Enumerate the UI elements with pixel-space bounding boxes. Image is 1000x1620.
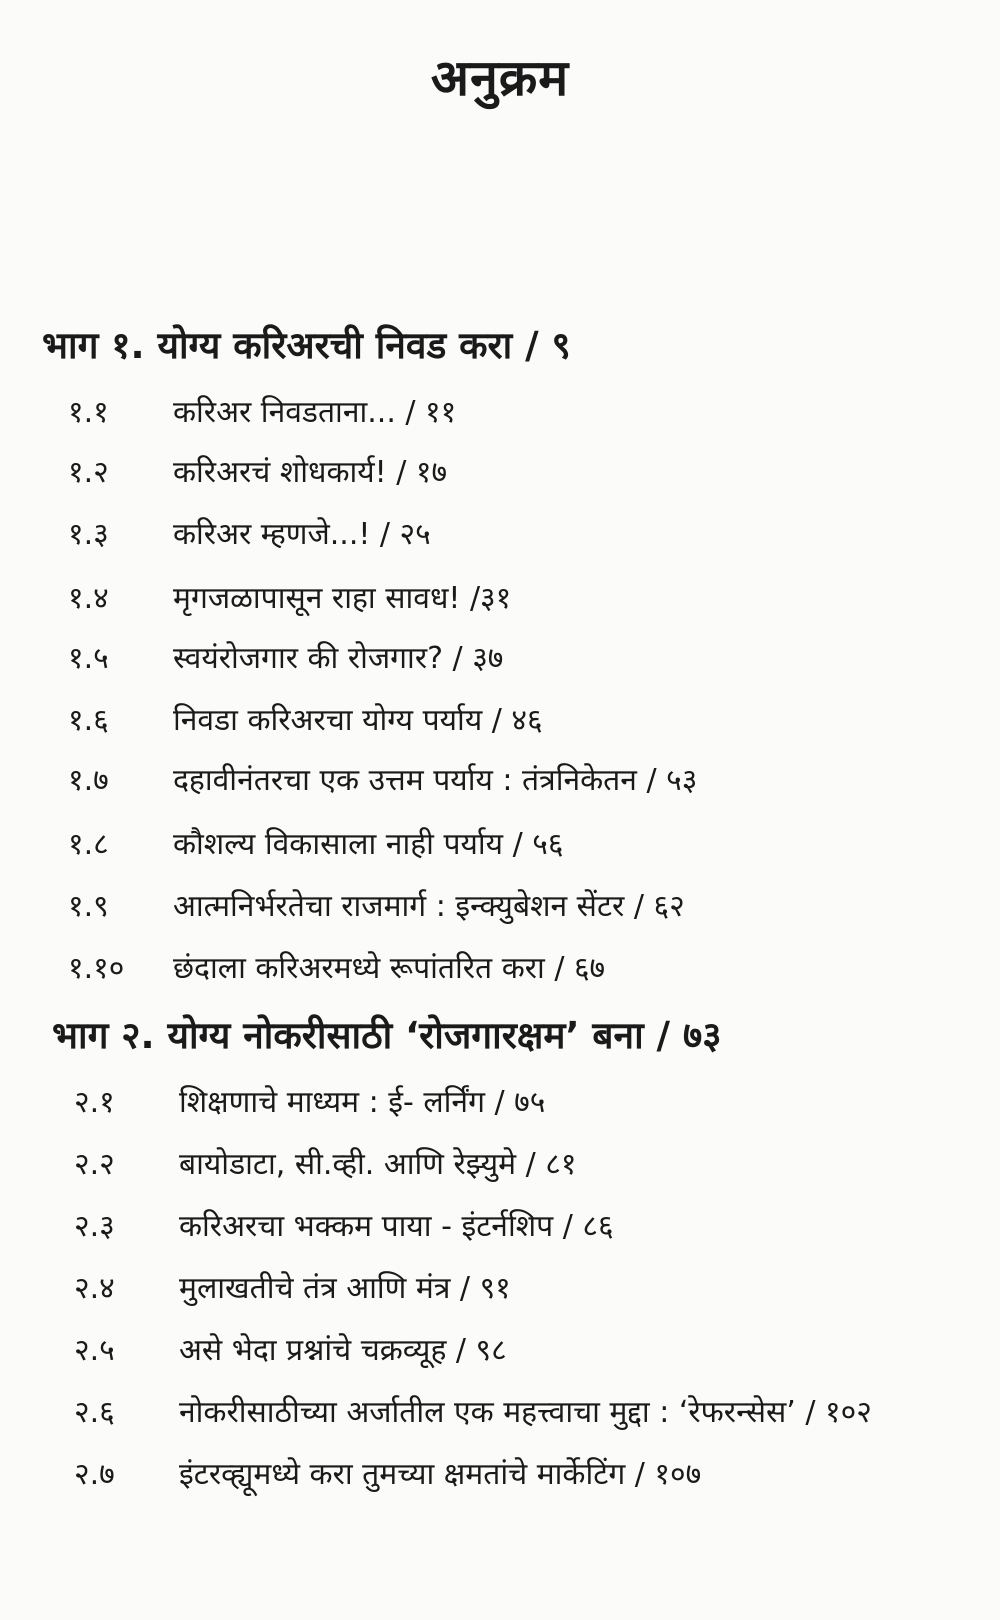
entry-number: १.२ [68,455,109,490]
entry-title: करिअर निवडताना... / ११ [173,395,457,430]
entry-title: इंटरव्ह्यूमध्ये करा तुमच्या क्षमतांचे मार्केटिंग / १०७ [179,1457,702,1492]
entry-title: करिअरचा भक्कम पाया - इंटर्नशिप / ८६ [179,1209,614,1244]
entry-title: करिअरचं शोधकार्य! / १७ [173,455,448,490]
toc-entry [74,1204,614,1245]
entry-title: असे भेदा प्रश्नांचे चक्रव्यूह / ९८ [179,1333,507,1368]
toc-entry [74,1328,507,1369]
page-title: अनुक्रम [430,49,570,107]
entry-title: नोकरीसाठीच्या अर्जातील एक महत्त्वाचा मुद्दा : ‘रेफरन्सेस’ / १०२ [179,1395,872,1430]
toc-entry [68,758,697,799]
entry-number: २.२ [74,1147,115,1182]
toc-entry [74,1080,545,1121]
toc-entry [68,576,511,617]
entry-number: १.८ [68,827,109,862]
entry-number: १.७ [68,763,109,798]
toc-entry [68,512,431,553]
entry-number: १.५ [68,641,109,676]
entry-number: १.१ [68,395,109,430]
entry-number: १.३ [68,517,109,552]
entry-number: १.९ [68,889,109,924]
entry-title: आत्मनिर्भरतेचा राजमार्ग : इन्क्युबेशन सेंटर / ६२ [173,889,685,924]
part-1-heading: भाग १. योग्य करिअरची निवड करा / ९ [42,324,571,367]
entry-title: मुलाखतीचे तंत्र आणि मंत्र / ९१ [179,1271,511,1306]
toc-entry [68,884,685,925]
entry-title: स्वयंरोजगार की रोजगार? / ३७ [173,641,504,676]
entry-number: १.६ [68,703,109,738]
entry-number: २.७ [74,1457,115,1492]
entry-number: १.१० [68,951,125,986]
toc-entry [74,1390,872,1431]
entry-title: कौशल्य विकासाला नाही पर्याय / ५६ [173,827,564,862]
entry-number: २.५ [74,1333,115,1368]
entry-title: छंदाला करिअरमध्ये रूपांतरित करा / ६७ [173,951,606,986]
entry-title: करिअर म्हणजे...! / २५ [173,517,431,552]
entry-title: शिक्षणाचे माध्यम : ई- लर्निंग / ७५ [179,1085,546,1120]
entry-number: २.१ [74,1085,115,1120]
entry-number: २.४ [74,1271,115,1306]
part-2-heading: भाग २. योग्य नोकरीसाठी ‘रोजगारक्षम’ बना / ७३ [52,1014,722,1057]
entry-title: दहावीनंतरचा एक उत्तम पर्याय : तंत्रनिकेतन / ५३ [173,763,698,798]
toc-entry [74,1142,576,1183]
entry-title: बायोडाटा, सी.व्ही. आणि रेझ्युमे / ८१ [179,1147,577,1182]
toc-entry [74,1452,701,1493]
entry-number: २.६ [74,1395,115,1430]
toc-entry [68,822,563,863]
toc-entry [68,636,503,677]
toc-entry [68,450,447,491]
toc-entry [74,1266,511,1307]
entry-title: निवडा करिअरचा योग्य पर्याय / ४६ [173,703,543,738]
toc-entry [68,946,605,987]
toc-entry [68,698,543,739]
entry-number: २.३ [74,1209,115,1244]
entry-title: मृगजळापासून राहा सावध! /३१ [173,581,512,616]
toc-entry [68,390,456,431]
entry-number: १.४ [68,581,109,616]
